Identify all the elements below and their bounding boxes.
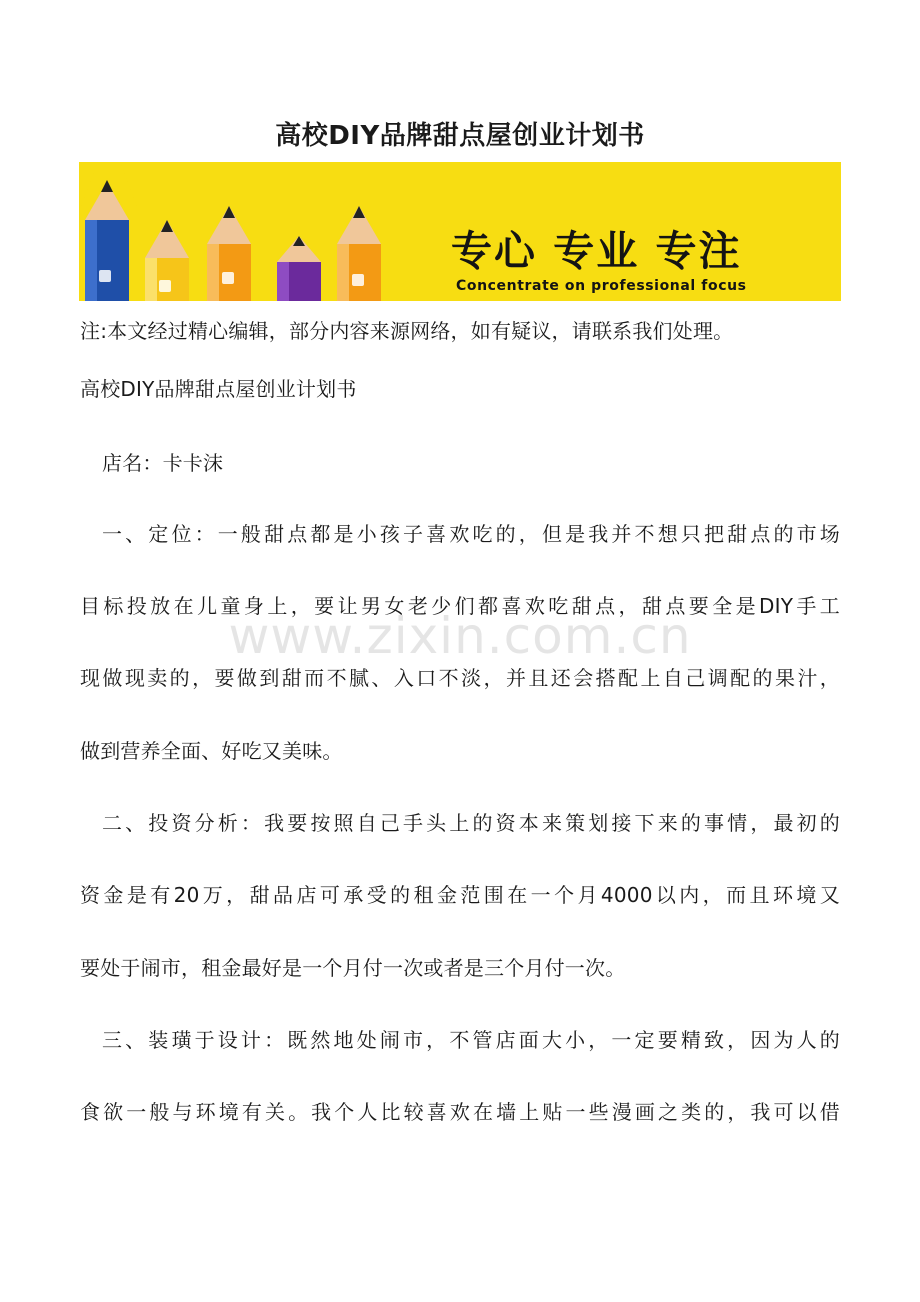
pencils-illustration xyxy=(79,162,409,301)
body-line: 食欲一般与环境有关。我个人比较喜欢在墙上贴一些漫画之类的，我可以借 xyxy=(80,1100,840,1124)
body-line: 现做现卖的，要做到甜而不腻、入口不淡，并且还会搭配上自己调配的果汁， xyxy=(80,666,840,690)
body-line: 要处于闹市，租金最好是一个月付一次或者是三个月付一次。 xyxy=(80,956,626,980)
editor-note: 注:本文经过精心编辑，部分内容来源网络，如有疑议，请联系我们处理。 xyxy=(80,319,734,343)
body-line: 资金是有20万，甜品店可承受的租金范围在一个月4000以内，而且环境又 xyxy=(80,883,840,907)
header-banner xyxy=(79,162,841,301)
page-title: 高校DIY品牌甜点屋创业计划书 xyxy=(275,121,645,151)
pencil-icon xyxy=(145,220,189,301)
body-line: 做到营养全面、好吃又美味。 xyxy=(80,739,343,763)
banner-subtitle: Concentrate on professional focus xyxy=(456,278,747,294)
body-line: 二、投资分析：我要按照自己手头上的资本来策划接下来的事情，最初的 xyxy=(102,811,840,835)
body-line: 一、定位：一般甜点都是小孩子喜欢吃的，但是我并不想只把甜点的市场 xyxy=(102,522,840,546)
banner-slogan: 专心 专业 专注 xyxy=(451,227,742,275)
body-line: 目标投放在儿童身上，要让男女老少们都喜欢吃甜点，甜点要全是DIY手工 xyxy=(80,594,840,618)
pencil-icon xyxy=(79,162,139,301)
pencil-icon xyxy=(207,206,251,301)
body-line: 三、装璜于设计：既然地处闹市，不管店面大小，一定要精致，因为人的 xyxy=(102,1028,840,1052)
pencil-icon xyxy=(277,236,321,301)
pencil-icon xyxy=(337,206,381,301)
shop-name: 店名：卡卡沫 xyxy=(102,451,224,475)
watermark: www.zixin.com.cn xyxy=(228,607,692,665)
document-heading: 高校DIY品牌甜点屋创业计划书 xyxy=(80,377,357,401)
